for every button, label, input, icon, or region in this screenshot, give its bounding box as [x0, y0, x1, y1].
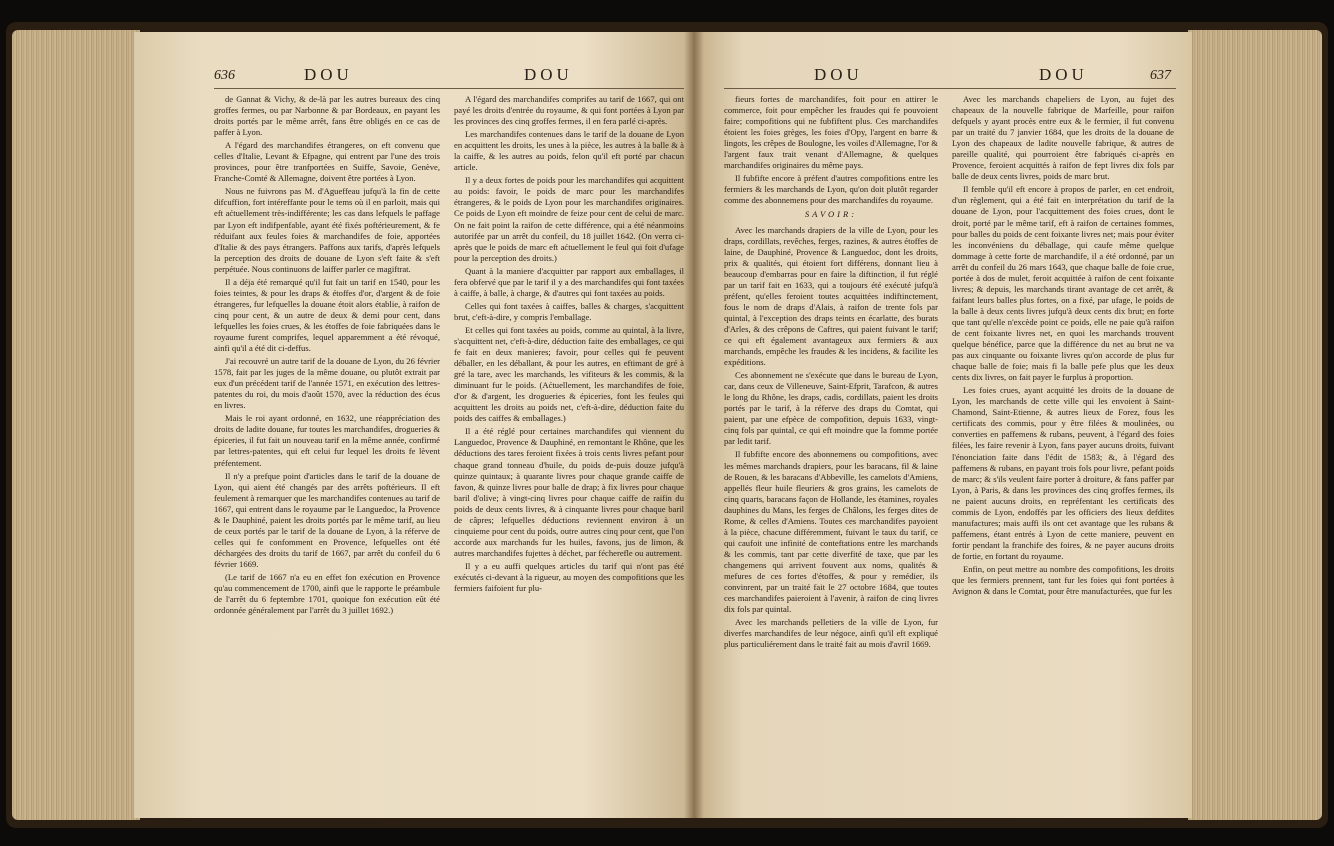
paragraph: Avec les marchands drapiers de la ville de Lyon, pour les draps, cordillats, revêches, ferges, razines, & autres étoffes de laine, de Dauphiné, Provence & Languedoc, dont les droits, prix & qualités, qui étoient fort différens, donnant lieu à beaucoup d'embarras pour en faire la diftinction, il fut réglé par un tarif fait en 1633, qui a toujours été exécuté jufqu'à préfent, qu'elles feroient toutes acquittées indiftinctement, fous le nom de draps d'Alais, à raifon de trente fols par quintal, à l'exception des draps teints en écarlatte, des burats d'Arles, & des crêpons de Caftres, qui paient fuivant le tarif; ce qui eft également avantageux aux fermiers & aux marchands, empêche les fraudes & les incidens, & facilite les expéditions. — [724, 224, 938, 368]
paragraph: Enfin, on peut mettre au nombre des compofitions, les droits que les fermiers prennent, tant fur les foies qui font portées à Avignon & dans le Comtat, pour être manufacturées, que fur les — [952, 563, 1174, 597]
paragraph: de Gannat & Vichy, & de-là par les autres bureaux des cinq groffes fermes, ou par Narbonne & par Bordeaux, en payant les droits portés par le même arrêt, fans être obligés en ce cas de paffer à Lyon. — [214, 94, 440, 138]
paragraph: Il a déja été remarqué qu'il fut fait un tarif en 1540, pour les foies teintes, & pour les draps & étoffes d'or, d'argent & de foie étrangeres, fur lefquelles la douane étoit alors établie, à raifon de cinq pour cent, & un autre de deux & demi pour cent, dans lefquelles les foies crues, & les étoffes de foie fabriquées dans le royaume furent comprifes, lequel apparemment a été révoqué, ainfi qu'il a été dit ci-deffus. — [214, 276, 440, 354]
paragraph: Mais le roi ayant ordonné, en 1632, une réappréciation des droits de ladite douane, fur toutes les marchandifes, drogueries & épiceries, il fut fait un nouveau tarif en la même année, confirmé par lettres-patentes, qui eft celui fur lequel les droits fe lèvent préfentement. — [214, 413, 440, 468]
text-column-1 — [214, 94, 440, 754]
paragraph: (Le tarif de 1667 n'a eu en effet fon exécution en Provence qu'au commencement de 1700, ainfi que le rapporte le préambule de l'arrêt du 6 feptembre 1701, quoique fon exécution eût été ordonnée généralement par l'arrêt du 3 juillet 1692.) — [214, 571, 440, 616]
paragraph: Il y a eu auffi quelques articles du tarif qui n'ont pas été exécutés ci-devant à la rigueur, au moyen des compofitions que les fermiers faifoient fur plu- — [454, 560, 684, 594]
paragraph: Quant à la maniere d'acquitter par rapport aux emballages, il fera obfervé que par le tarif il y a des marchandifes qui font taxées à caiffe, à balle, à charge, & d'autres qui font taxées au poids. — [454, 265, 684, 298]
paragraph: Avec les marchands chapeliers de Lyon, au fujet des chapeaux de la nouvelle fabrique de Marfeille, pour raifon defquels y ayant procès entre eux & le fermier, il fut convenu par un traité du 7 janvier 1684, que les droits de la douane de Lyon des chapeaux de ladite nouvelle fabrique, & autres de pareille qualité, qui pourroient être fabriqués ci-après en Provence, feroient acquittés à raifon de fept livres dix fols par balle de deux cents livres, poids de marc brut. — [952, 94, 1174, 182]
section-subheading: SAVOIR: — [804, 209, 858, 220]
text-column-2 — [454, 94, 684, 754]
page-number: 636 — [214, 68, 235, 83]
paragraph: J'ai recouvré un autre tarif de la douane de Lyon, du 26 février 1578, fait par les juges de la même douane, ou plutôt extrait par eux d'un précédent tarif de l'année 1571, en exécution des lettres-patentes du roi, du mois d'août 1570, avec la réduction des écus en livres. — [214, 356, 440, 411]
paragraph: Ces abonnement ne s'exécute que dans le bureau de Lyon, car, dans ceux de Villeneuve, Saint-Efprit, Tarafcon, & autres le long du Rhône, les draps, cadis, cordillats, paient les droits portés par le tarif, à la réferve des draps du Comtat, qui paient, par une efpèce de compofition, depuis 1633, vingt-cinq fols par quintal, ce qui eft moindre que la fomme portée par ledit tarif. — [724, 370, 938, 447]
paragraph: Il y a deux fortes de poids pour les marchandifes qui acquittent au poids: favoir, le poids de marc pour les marchandifes étrangeres, & le poids de Lyon pour les marchandifes originaires. Ce poids de Lyon eft moindre de feize pour cent de celui de marc. On ne fait point la raifon de cette différence, qui a été néanmoins autorifée par un arrêt du confeil, du 18 juillet 1642. (On verra ci-après que le poids de marc eft aćtuellement le feul qui foit d'ufage pour la perception des droits.) — [454, 175, 684, 263]
header-rule — [214, 88, 684, 89]
paragraph: Il femble qu'il eft encore à propos de parler, en cet endroit, d'un règlement, qui a été fait en interprétation du tarif de la douane de Lyon, pour l'acquittement des foies crues, dont le droit, porté par le même tarif, eft à raifon de certaines fommes, pour balles du poids de cent foixante livres net; mais pour éviter les inconvéniens du déballage, qui caufe même quelque dommage à cette forte de marchandife, il a été ordonné, par un arrêt du confeil du 26 mars 1643, que chaque balle de foie crue, portée à dos de mulet, feroit acquittée à raifon de cent foixante livres; & depuis, les marchands tirant avantage de cet arrêt, & faifant leurs balles plus fortes, on a fixé, par ufage, le poids de la balle à deux cents livres jufqu'à deux cents dix brut; en forte que tant qu'elle n'excède point ce poids, elle ne paie qu'à raifon de cent foixante livres net, en quoi les marchands trouvent quelque bénéfice, parce que la différence du net au brut ne va pas aux cinquante ou foixante livres qu'on accorde de plus fur chaque balle de foie; mais fi la balle pefe plus que les deux cents dix livres, on fait payer le furplus à proportion. — [952, 184, 1174, 383]
paragraph: Et celles qui font taxées au poids, comme au quintal, à la livre, s'acquittent net, c'eft-à-dire, déduction faite des emballages, ce qui fe fait en deux manieres; favoir, pour celles qui fe peuvent déballer, en les déballant, & pour les autres, en eftimant de gré à gré la tare, avec les marchands, les vifiteurs & les commis, & la diminuant fur le poids. (Aćtuellement, les marchandifes de foie, d'or & d'argent, les drogueries & épiceries, font les feules qui acquittent les droits au poids net, c'eft-à-dire, déduction faite du poids des caiffes & emballages.) — [454, 324, 684, 424]
paragraph: A l'égard des marchandifes étrangeres, on eft convenu que celles d'Italie, Levant & Efpagne, qui entrent par l'une des trois provinces, pour être tranfportées en Suiffe, Savoie, Genève, Franche-Comté & Allemagne, doivent être portées à Lyon. — [214, 140, 440, 184]
paragraph: Celles qui font taxées à caiffes, balles & charges, s'acquittent brut, c'eft-à-dire, y compris l'emballage. — [454, 300, 684, 322]
paragraph: Il n'y a prefque point d'articles dans le tarif de la douane de Lyon, qui aient été changés par des arrêts poftérieurs. Il eft feulement à remarquer que les marchandifes contenues au tarif de 1667, qui entrent dans le royaume par le Languedoc, la Provence & le Dauphiné, paient les droits portés par le même tarif, au lieu de ceux portés par le tarif de la douane de Lyon, à la réferve de celles qui fe confomment en Provence, lefquelles ont été déchargées des droits du tarif de 1667, par arrêt du confeil du 6 février 1669. — [214, 470, 440, 569]
paragraph: Il fubfifte encore à préfent d'autres compofitions entre les fermiers & les marchands de Lyon, qu'on doit plutôt regarder comme des abonnemens pour des marchandifes du royaume. — [724, 173, 938, 206]
book-gutter — [684, 32, 704, 818]
paragraph: Il a été réglé pour certaines marchandifes qui viennent du Languedoc, Provence & Dauphiné, en remontant le Rhône, que les déductions des tares feroient fixées à trois cents livres pefant pour chaque grand tonneau d'huile, du poids de-puis douze jufqu'à quinze quintaux; à quarante livres pour chaque grande caiffe de favon, & quinze livres pour balle de drap; à fix livres pour chaque baril d'olive; à vingt-cinq livres pour chaque caiffe de raifin du poids de deux cents livres, & à cinquante livres pour chaque baril de câpres; lefquelles déductions reviennent environ à un cinquieme pour cent du poids, outre autres cinq pour cent, que l'on accorde aux marchands fur les huiles, favons, jus de limon, & autres marchandifes fujettes à déchet, par fécherefle ou autrement. — [454, 426, 684, 558]
paragraph: Les foies crues, ayant acquitté les droits de la douane de Lyon, les marchands de cette ville qui les envoient à Saint-Chamond, Saint-Etienne, & autres lieux de Forez, fous les certificats des commis, pour y être filées & moulinées, ou converties en paffemens & rubans, peuvent, à l'égard des foies filées, les faire revenir à Lyon, fans payer aucuns droits, fuivant l'énonciation faite dans l'édit de 1583; &, à l'égard des paffemens & rubans, en payant trois fols pour livre, pefant poids de marc; & s'ils veulent faire porter à droiture, & fans paffer par Lyon, à Paris, & dans les provinces des cinq groffes fermes, ils ne paient aucuns droits, en repréfentant les certificats des commis de Lyon, endoffés par les officiers des lieux defdites manufactures; mais auffi ils ont cet avantage que les rubans & paffemens, étant entrés à Lyon de cette maniere, peuvent en fortir pendant la franchife des foires, & ne payer aucuns droits de fortie, en fortant du royaume. — [952, 385, 1174, 561]
running-head: DOU — [814, 65, 863, 84]
paragraph: Il fubfifte encore des abonnemens ou compofitions, avec les mêmes marchands drapiers, pour les baracans, fil & laine de Rouen, & les baracans d'Abbeville, les camelots d'Amiens, appellés fleur huile fleuriers & gros grains, les camelots de cinq quarts, baracans façon de Hollande, les étamines, royales dauphines du Mans, les ferges de Châlons, les ferges dites de Rome, & celles d'Amiens. Toutes ces marchandifes payoient à la pièce, chacune différemment, fuivant le taux du tarif, ce qui caufoit une infinité de conteftations entre les marchands & les commis, tant par cette diverfité de taxe, que par les changemens qui arrivent fouvent aux noms, qualités & mefures de ces fortes d'étoffes, & pour y remédier, ils convinrent, par un traité fait le 27 octobre 1684, que toutes ces marchandifes paieroient à l'avenir, à raifon de cinq livres dix fols par quintal. — [724, 449, 938, 615]
running-head: DOU — [524, 65, 573, 84]
header-rule — [724, 88, 1176, 89]
paragraph: Les marchandifes contenues dans le tarif de la douane de Lyon en acquittent les droits, les unes à la pièce, les autres à la balle & à la caiffe, & les autres au poids, felon qu'il eft porté par chacun article. — [454, 129, 684, 173]
paragraph: Nous ne fuivrons pas M. d'Agueffeau jufqu'à la fin de cette difcuffion, fort intéreffante pour le tems où il en parloit, mais qui eft aćtuellement très-indifférente; les cas dans lefquels le paffage par Lyon eft indifpenfable, ayant été fixés poftérieurement, & fe réduifant aux feules foies & marchandifes de foie, apportées d'Italie & des pays étrangers. Paffons aux tarifs, d'après lefquels la perception des droits de douane de Lyon s'eft faite & s'eft perpétuée. Nous continuons de laiffer parler ce magiftrat. — [214, 186, 440, 274]
page-number: 637 — [1150, 68, 1171, 83]
paragraph: A l'égard des marchandifes comprifes au tarif de 1667, qui ont payé les droits d'entrée du royaume, & qui font portées à Lyon par les provinces des cinq groffes fermes, il en fera parlé ci-après. — [454, 94, 684, 127]
left-page-edges — [12, 30, 140, 820]
left-page — [134, 32, 694, 818]
text-column-2 — [952, 94, 1174, 754]
paragraph: Avec les marchands pelletiers de la ville de Lyon, fur diverfes marchandifes de leur négoce, ainfi qu'il eft expliqué plus particuliérement dans le traité fait au mois d'avril 1669. — [724, 617, 938, 650]
paragraph: fieurs fortes de marchandifes, foit pour en attirer le commerce, foit pour empêcher les fraudes qui fe pouvoient faire; compofitions qui ne fubfiftent plus. Ces marchandifes étoient les foies grèges, les foies d'Opy, l'argent en barre & lingots, les crêpes de Boulogne, les voiles d'Allemagne, l'or & l'argent faux trait venant d'Allemagne, & quelques marchandifes originaires du même pays. — [724, 94, 938, 171]
running-head: DOU — [304, 65, 353, 84]
right-page-edges — [1188, 30, 1322, 820]
running-head: DOU — [1039, 65, 1088, 84]
right-page — [694, 32, 1192, 818]
text-column-1 — [724, 94, 938, 754]
